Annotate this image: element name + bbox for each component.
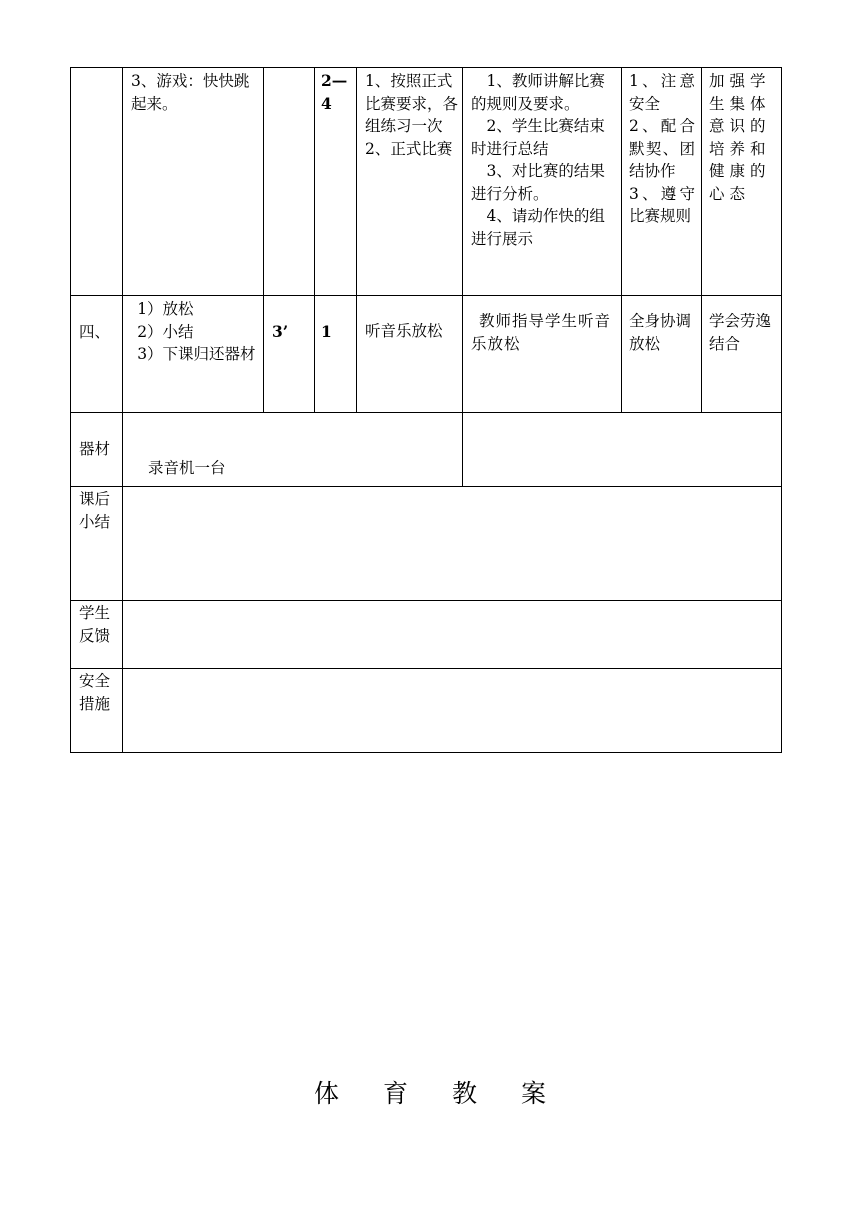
- col-divider: [462, 67, 463, 486]
- row3-count-text: 2—4: [321, 71, 348, 113]
- row3-teacher-line: 3、对比赛的结果进行分析。: [471, 162, 605, 203]
- row4-goal-text: 学会劳逸结合: [709, 312, 772, 353]
- row4-count-text: 1: [321, 322, 332, 341]
- row3-goal-text: 加强学生集体意识的培养和健康的心态: [709, 72, 771, 203]
- row3-teacher-line: 1、教师讲解比赛的规则及要求。: [471, 72, 605, 113]
- row4-goal: [709, 310, 775, 355]
- equipment-label-text: 器材: [79, 440, 111, 458]
- row4-req-text: 全身协调放松: [629, 312, 692, 353]
- row-divider: [70, 486, 782, 487]
- row-divider: [70, 668, 782, 669]
- row3-req-line: 1、注意安全: [629, 72, 695, 113]
- summary-label-text: 课后小结: [79, 490, 111, 531]
- row3-organization: [365, 70, 459, 160]
- row3-req-line: 3、遵守比赛规则: [629, 184, 695, 225]
- row4-content-line: 3）下课归还器材: [137, 345, 256, 363]
- row4-time: [272, 321, 310, 344]
- equipment-value-text: 录音机一台: [148, 459, 226, 477]
- row4-time-text: 3’: [272, 322, 289, 341]
- page-title-char: 育: [383, 1079, 409, 1108]
- safety-label: [79, 670, 113, 715]
- feedback-label: [79, 602, 113, 647]
- row3-teacher: [471, 70, 617, 250]
- row3-teacher-line: 4、请动作快的组进行展示: [471, 207, 605, 248]
- page-title-char: 案: [520, 1079, 546, 1108]
- row4-content-line: 1）放松: [137, 300, 194, 318]
- equipment-label: [79, 438, 119, 461]
- summary-label: [79, 488, 113, 533]
- row3-content: [131, 70, 259, 115]
- page-title-char: 体: [314, 1079, 340, 1108]
- row-divider: [70, 600, 782, 601]
- row4-count: [321, 321, 353, 344]
- row4-content: [131, 298, 259, 366]
- row3-org-line: 2、正式比赛: [365, 139, 453, 158]
- safety-label-text: 安全措施: [79, 672, 111, 713]
- row-divider: [70, 295, 782, 296]
- col-divider: [356, 67, 357, 412]
- row3-org-line: 1、按照正式比赛要求，各组练习一次: [365, 72, 459, 135]
- row4-teacher-text: 教师指导学生听音乐放松: [471, 312, 612, 353]
- row4-section-text: 四、: [79, 323, 111, 341]
- row4-section: [79, 321, 119, 344]
- row3-goal: [709, 70, 775, 205]
- row3-count: [321, 70, 353, 115]
- row4-requirements: [629, 310, 695, 355]
- col-divider: [263, 67, 264, 412]
- col-divider: [314, 67, 315, 412]
- row4-teacher: [471, 310, 617, 355]
- col-divider: [701, 67, 702, 412]
- col-divider: [122, 67, 123, 753]
- row4-org-text: 听音乐放松: [365, 322, 443, 340]
- row3-content-text: 3、游戏：快快跳起来。: [131, 72, 250, 113]
- page-title: [0, 1074, 860, 1110]
- col-divider: [621, 67, 622, 412]
- feedback-label-text: 学生反馈: [79, 604, 111, 645]
- row3-req-line: 2、配合默契、团结协作: [629, 117, 695, 180]
- row3-teacher-line: 2、学生比赛结束时进行总结: [471, 117, 605, 158]
- row-divider: [70, 412, 782, 413]
- row3-requirements: [629, 70, 695, 228]
- page-title-char: 教: [451, 1079, 477, 1108]
- equipment-value: [148, 457, 448, 480]
- row4-organization: [365, 320, 459, 343]
- row4-content-line: 2）小结: [137, 322, 194, 341]
